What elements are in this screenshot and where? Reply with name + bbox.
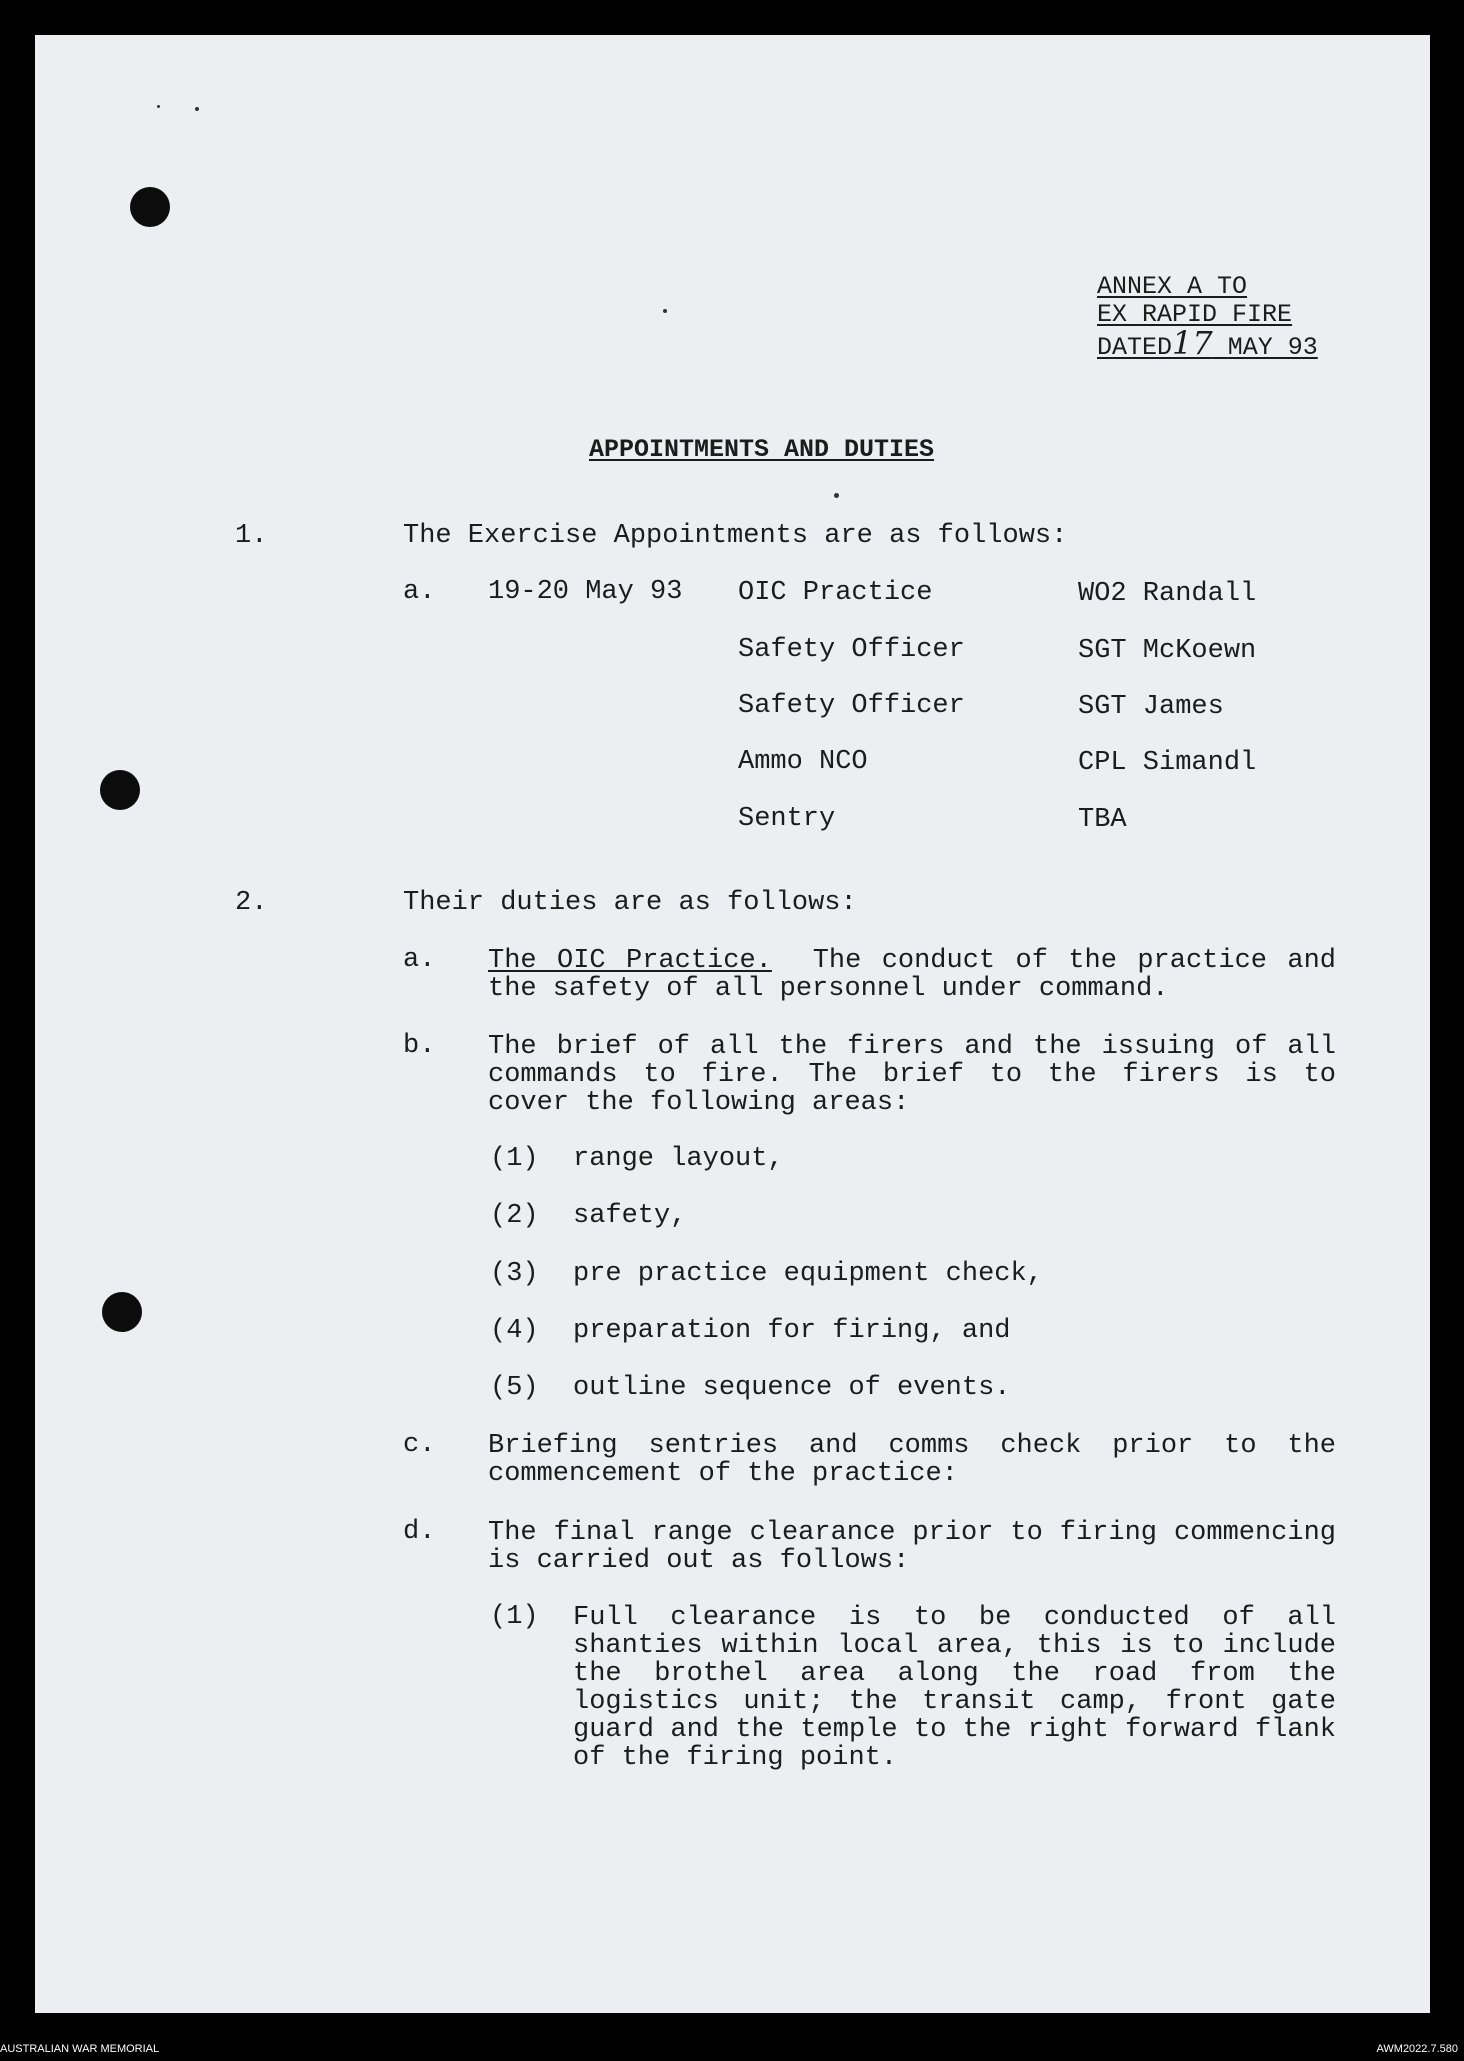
section-2-intro: Their duties are as follows: [403, 888, 857, 918]
subitem-text: range layout, [573, 1144, 784, 1174]
appointment-person: SGT James [1078, 692, 1224, 722]
footer-left: AUSTRALIAN WAR MEMORIAL [0, 2043, 160, 2055]
item-d-text: The final range clearance prior to firing commencing is carried out as follows: [488, 1518, 1336, 1576]
annex-line-1: ANNEX A TO [1097, 272, 1248, 301]
subitem-text: safety, [573, 1201, 687, 1231]
appointment-person: TBA [1078, 805, 1127, 835]
subitem-number: (4) [490, 1316, 539, 1346]
handwritten-day: 17 [1172, 324, 1213, 362]
punch-hole [102, 1292, 142, 1332]
appointment-role: Safety Officer [738, 691, 965, 721]
section-2-number: 2. [235, 888, 268, 918]
appointment-role: Sentry [738, 804, 836, 834]
section-1-intro: The Exercise Appointments are as follows: [403, 521, 1068, 551]
section-1-item-letter: a. [403, 577, 436, 607]
item-b-text: The brief of all the firers and the issuing of all commands to fire. The brief to the firers is to cover the following areas: [488, 1032, 1336, 1118]
subitem-text: pre practice equipment check, [573, 1259, 1043, 1289]
subitem-text: outline sequence of events. [573, 1373, 1011, 1403]
punch-hole [130, 187, 170, 227]
subitem-number: (1) [490, 1602, 539, 1632]
annex-header [1097, 273, 1318, 362]
section-1-number: 1. [235, 521, 268, 551]
punch-hole [100, 770, 140, 810]
item-a-paragraph [488, 947, 1336, 1003]
subitem-number: (5) [490, 1373, 539, 1403]
subitem-number: (1) [490, 1144, 539, 1174]
speck [195, 107, 199, 111]
subitem-number: (3) [490, 1259, 539, 1289]
item-a-heading: The OIC Practice. [488, 946, 772, 976]
speck [663, 309, 667, 313]
footer-right: AWM2022.7.580 [1376, 2043, 1458, 2055]
appointment-date: 19-20 May 93 [488, 577, 683, 607]
item-c-letter: c. [403, 1430, 436, 1460]
item-c-text: Briefing sentries and comms check prior to the commencement of the practice: [488, 1431, 1336, 1489]
annex-line-3: DATED17 MAY 93 [1097, 324, 1318, 362]
page-title: APPOINTMENTS AND DUTIES [589, 435, 935, 464]
speck [157, 105, 160, 108]
subitem-number: (2) [490, 1201, 539, 1231]
appointment-person: SGT McKoewn [1078, 636, 1257, 666]
appointment-role: Ammo NCO [738, 747, 868, 777]
item-a-text: The conduct of the practice and the safety of all personnel under command. [488, 946, 1336, 1004]
subitem-text: preparation for firing, and [573, 1316, 1011, 1346]
item-d-letter: d. [403, 1517, 436, 1547]
appointment-role: Safety Officer [738, 635, 965, 665]
appointment-role: OIC Practice [738, 578, 933, 608]
annex-line-2: EX RAPID FIRE [1097, 300, 1293, 329]
subitem-text: Full clearance is to be conducted of all shanties within local area, this is to include the brothel area along the road from the logistics unit; the transit camp, front gate guard and the temple to the right forward flank of the firing point. [573, 1603, 1336, 1773]
appointment-person: CPL Simandl [1078, 748, 1257, 778]
appointment-person: WO2 Randall [1078, 579, 1257, 609]
speck [834, 493, 839, 498]
item-a-letter: a. [403, 945, 436, 975]
item-b-letter: b. [403, 1031, 436, 1061]
